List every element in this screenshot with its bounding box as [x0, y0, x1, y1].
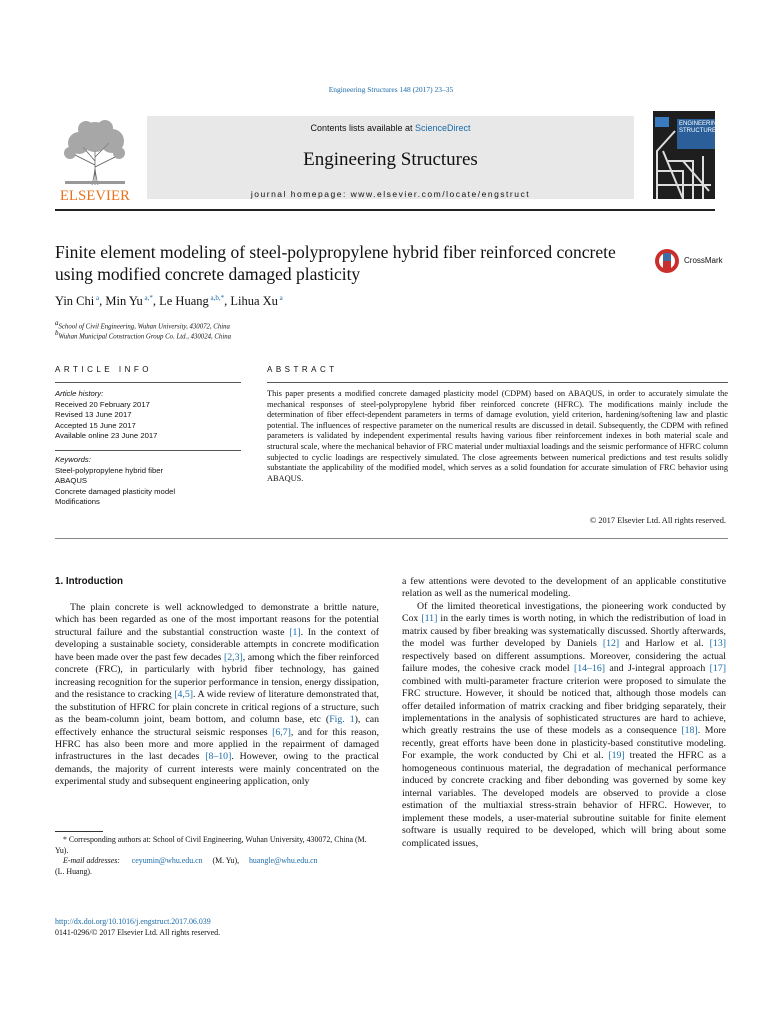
elsevier-tree-icon — [55, 117, 135, 187]
affiliation-marker: b — [55, 329, 59, 337]
article-title: Finite element modeling of steel-polypropylene hybrid fiber reinforced concrete using modified concrete damaged plasticity — [55, 242, 616, 284]
intro-paragraph-continued: a few attentions were devoted to the development of an applicable constitutive relation as well as the numerical modeling. — [402, 576, 726, 600]
citation-link[interactable]: [1] — [289, 626, 301, 638]
journal-name: Engineering Structures — [303, 149, 478, 170]
author-name[interactable]: Lihua Xu — [230, 294, 278, 309]
author-name[interactable]: Min Yu — [105, 294, 143, 309]
citation-link[interactable]: [4,5] — [174, 689, 194, 701]
author-affiliation-marker[interactable]: a — [94, 294, 100, 302]
affiliation-text: Wuhan Municipal Construction Group Co. Ltd., 430024, China — [58, 333, 232, 341]
abstract-heading: ABSTRACT — [267, 365, 338, 374]
history-accepted: Accepted 15 June 2017 — [55, 420, 136, 430]
citation-link[interactable]: [2,3] — [223, 651, 243, 663]
affiliation-marker: a — [55, 319, 59, 327]
author-affiliation-marker[interactable]: a,* — [142, 294, 153, 302]
sciencedirect-link[interactable]: ScienceDirect — [415, 123, 471, 133]
issn-copyright: 0141-0296/© 2017 Elsevier Ltd. All rights reserved. — [55, 927, 221, 937]
citation-link[interactable]: Fig. 1 — [329, 714, 355, 726]
contents-line — [147, 123, 634, 133]
divider — [55, 450, 241, 451]
journal-header — [55, 111, 722, 211]
author-name[interactable]: Le Huang — [159, 294, 209, 309]
elsevier-logo[interactable] — [55, 117, 135, 205]
journal-cover-image[interactable] — [653, 111, 722, 199]
citation-link[interactable]: [14–16] — [573, 663, 605, 675]
affiliation-text: School of Civil Engineering, Wuhan University, 430072, China — [58, 323, 230, 331]
journal-info-panel — [147, 116, 634, 199]
author-affiliation-marker[interactable]: a,b,* — [208, 294, 225, 302]
citation-link[interactable]: [8–10] — [205, 751, 232, 763]
history-label: Article history: — [55, 389, 104, 398]
left-column — [55, 602, 379, 789]
crossmark-badge[interactable] — [654, 248, 734, 274]
keyword: Steel-polypropylene hybrid fiber — [55, 465, 164, 475]
article-history — [55, 389, 157, 442]
journal-homepage-link[interactable]: journal homepage: www.elsevier.com/locate/engstruct — [250, 189, 531, 199]
divider — [267, 382, 728, 383]
citation-link[interactable]: [18] — [681, 725, 698, 737]
keyword: Modifications — [55, 497, 100, 507]
doi-link[interactable]: http://dx.doi.org/10.1016/j.engstruct.2017.06.039 — [55, 917, 211, 926]
keywords-label: Keywords: — [55, 455, 91, 464]
crossmark-label: CrossMark — [684, 256, 723, 265]
history-online: Available online 23 June 2017 — [55, 431, 158, 441]
intro-paragraph-1: The plain concrete is well acknowledged to demonstrate a brittle nature, which has been regarded as one of the most important reasons for the potential structural failure and the substantial construction waste [1]. In the context of developing a sustainable society, considerable attempts in concrete modification have been made over the past few decades [2,3], among which the fiber reinforced concrete (FRC), in particularly with hybrid fiber technology, has gained increasing recognition for the superior performance in tension, energy dissipation, and the resistance to cracking [4,5]. A wide review of literature demonstrated that, the substitution of HFRC for plain concrete in critical regions of a structure, such as the beam-column joint, beam bottom, and column base, etc (Fig. 1), can effectively enhance the structural seismic responses [6,7], and for this reason, HFRC has also been more and more applied in the repairment of damaged infrastructures in the last decades [8–10]. However, owing to the practical demands, the majority of current interests were mainly concentrated on the experimental study and subsequent engineering application, only — [55, 602, 380, 788]
abstract-text: This paper presents a modified concrete damaged plasticity model (CDPM) based on ABAQUS, in order to accurately simulate the mechanical responses of steel-polypropylene hybrid fiber reinforced concrete (HFRC). The modifications mainly include the determination of fiber effect-dependent parameters in terms of damage evolution, yield criterion, hardening/softening law and plastic potential. The influences of respective parameter on the numerical results are discussed in detail. Subsequently, the CDPM with refined parameters is validated by independent experimental results having various fiber reinforcement indexes in both material scale and structural scale, where the mechanical behavior of FRC material under multiaxial loadings and the seismic performance of HFRC column subjected to cyclic loadings are respectively simulated. The close agreements between numerical predictions and test results solidly substantiate the applicability of the modified model, which serves as a solid foundation for accurate simulation of FRC behavior using ABAQUS. — [267, 389, 728, 483]
abstract-copyright: © 2017 Elsevier Ltd. All rights reserved. — [589, 516, 726, 525]
history-revised: Revised 13 June 2017 — [55, 410, 132, 420]
affiliation-b — [55, 329, 231, 340]
keyword: ABAQUS — [55, 476, 88, 486]
citation-link[interactable]: [6,7] — [272, 726, 291, 738]
crossmark-icon — [654, 248, 680, 274]
author-list: Yin Chi $^a$, Min Yu $^{a,*}$, Le Huang $^{a,b,*}$, Lihua Xu $^a$ — [55, 294, 283, 309]
citation-link[interactable]: [17] — [709, 663, 726, 675]
email-owner: (L. Huang). — [55, 866, 93, 876]
citation-link[interactable]: [13] — [709, 638, 726, 650]
journal-citation-link[interactable]: Engineering Structures 148 (2017) 23–35 — [328, 85, 454, 94]
divider — [55, 538, 728, 539]
intro-paragraph-2: Of the limited theoretical investigations, the pioneering work conducted by Cox [11] in the early times is worth noting, in which the redistribution of load in matrix caused by fiber breaking was systematically discussed. Shortly afterwards, the model was further developed by Daniels [12] and Harlow et al. [13] respectively based on different assumptions. Moreover, considering the actual failure modes, the cohesive crack model [14–16] and J-integral approach [17] combined with multi-parameter fracture criterion were proposed to simulate the FRC structure. However, it should be noticed that, although those models can offer detailed information of matrix cracking and fiber bridging separately, their implementations in the analysis of sophisticated structures are hard to achieve, which greatly restrains the use of these models as a consequence [18]. More recently, great efforts have been done in plasticity-based constitutive modeling. For example, the work conducted by Chi et al. [19] treated the HFRC as a homogeneous continuous material, the degradation of mechanical performance induced by concrete cracking and fiber debonding was governed by some key internal variables. The developed models are observed to provide a close estimation of the multiaxial stress-strain behavior of HFRC. However, to implement these models, a user-material subroutine suitable for finite element software is usually required to be developed, which will bring about some complicated issues, — [402, 600, 727, 849]
citation-link[interactable]: [19] — [608, 750, 625, 762]
author-name[interactable]: Yin Chi — [55, 294, 95, 309]
email-line — [55, 856, 379, 867]
footnote — [55, 835, 379, 877]
keywords — [55, 455, 175, 508]
keyword: Concrete damaged plasticity model — [55, 486, 176, 496]
cover-title: ENGINEERING STRUCTURES — [677, 119, 715, 149]
divider — [55, 382, 241, 383]
email-label: E-mail addresses: — [63, 856, 120, 866]
email-link-huang[interactable]: huangle@whu.edu.cn — [248, 856, 318, 866]
email-link-yu[interactable]: ceyumin@whu.edu.cn — [131, 856, 203, 866]
history-received: Received 20 February 2017 — [55, 399, 150, 409]
citation-link[interactable]: [12] — [602, 638, 620, 650]
citation-link[interactable]: [11] — [421, 613, 438, 625]
email-owner: (M. Yu), — [212, 856, 240, 866]
section-heading-introduction: 1. Introduction — [55, 576, 124, 587]
article-info-heading: ARTICLE INFO — [55, 365, 152, 374]
corresponding-author-note: * Corresponding authors at: School of Civil Engineering, Wuhan University, 430072, China (M. Yu). — [55, 835, 367, 855]
contents-prefix: Contents lists available at — [310, 123, 416, 133]
publisher-name: ELSEVIER — [59, 188, 131, 204]
footnote-rule — [55, 831, 103, 832]
right-column — [402, 576, 726, 850]
author-affiliation-marker[interactable]: a — [277, 294, 283, 302]
doi-block — [55, 917, 220, 938]
